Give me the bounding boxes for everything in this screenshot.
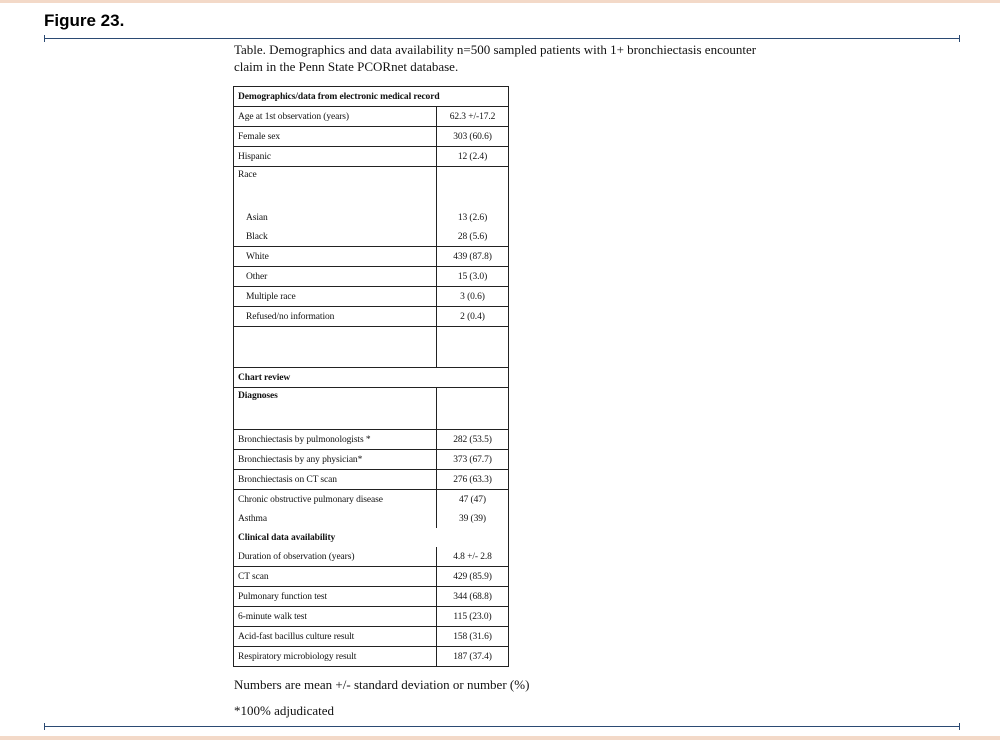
table-row [234,547,509,567]
table-row [234,167,509,209]
row-label: Pulmonary function test [234,587,437,607]
row-value: 13 (2.6) [437,208,509,227]
table-row [234,450,509,470]
row-value [437,388,509,430]
row-label: 6-minute walk test [234,607,437,627]
row-value: 276 (63.3) [437,470,509,490]
row-label: Acid-fast bacillus culture result [234,627,437,647]
row-label: Bronchiectasis by pulmonologists * [234,430,437,450]
footnote-stats: Numbers are mean +/- standard deviation or number (%) [234,677,530,692]
table-row [234,607,509,627]
row-value: 2 (0.4) [437,307,509,327]
row-value: 4.8 +/- 2.8 [437,547,509,567]
caption-line-2: claim in the Penn State PCORnet database. [234,59,459,74]
row-value: 62.3 +/-17.2 [437,107,509,127]
row-value: 373 (67.7) [437,450,509,470]
row-label: Refused/no information [234,307,437,327]
section-header-diagnoses: Diagnoses [234,388,437,430]
row-label: Hispanic [234,147,437,167]
section-header-chart-review: Chart review [234,368,509,388]
section-header-demographics: Demographics/data from electronic medical record [234,87,509,107]
demographics-table [233,86,509,667]
row-value: 28 (5.6) [437,227,509,247]
table-row [234,287,509,307]
row-label: Bronchiectasis on CT scan [234,470,437,490]
table-row [234,107,509,127]
table-row [234,430,509,450]
row-label: Duration of observation (years) [234,547,437,567]
footnote-adjudicated: *100% adjudicated [234,703,334,718]
figure-label: Figure 23. [44,11,125,30]
row-label: White [234,247,437,267]
table-row [234,368,509,388]
row-value: 187 (37.4) [437,647,509,667]
row-label [234,327,437,368]
table-row [234,247,509,267]
row-value: 303 (60.6) [437,127,509,147]
table-row [234,528,509,547]
table-row [234,490,509,510]
row-value: 47 (47) [437,490,509,510]
table-row [234,647,509,667]
row-value: 3 (0.6) [437,287,509,307]
row-value: 282 (53.5) [437,430,509,450]
row-value: 39 (39) [437,509,509,528]
table-row [234,470,509,490]
table-caption [234,41,834,75]
row-value: 429 (85.9) [437,567,509,587]
row-label: Asian [234,208,437,227]
row-label: Age at 1st observation (years) [234,107,437,127]
row-label: Black [234,227,437,247]
table-row [234,327,509,368]
section-header-clinical: Clinical data availability [234,528,509,547]
row-value: 115 (23.0) [437,607,509,627]
row-value: 344 (68.8) [437,587,509,607]
table-row [234,627,509,647]
row-label: Bronchiectasis by any physician* [234,450,437,470]
top-rule [44,38,960,39]
row-label: CT scan [234,567,437,587]
table-row [234,147,509,167]
table-row [234,587,509,607]
table-row [234,567,509,587]
table-row [234,208,509,227]
row-value: 439 (87.8) [437,247,509,267]
row-label: Chronic obstructive pulmonary disease [234,490,437,510]
row-label: Asthma [234,509,437,528]
bottom-border [0,736,1000,740]
table-row [234,227,509,247]
row-label: Multiple race [234,287,437,307]
table-row [234,127,509,147]
table-row [234,509,509,528]
table-row [234,388,509,430]
table-row [234,307,509,327]
row-value [437,327,509,368]
row-label: Other [234,267,437,287]
row-value: 158 (31.6) [437,627,509,647]
top-border [0,0,1000,3]
row-value: 15 (3.0) [437,267,509,287]
row-label: Respiratory microbiology result [234,647,437,667]
caption-line-1: Table. Demographics and data availability n=500 sampled patients with 1+ bronchiectasis encounter [234,42,757,57]
demographics-table-wrap [233,86,509,667]
table-row [234,87,509,107]
row-label: Race [234,167,437,209]
row-value: 12 (2.4) [437,147,509,167]
bottom-rule [44,726,960,727]
row-value [437,167,509,209]
table-row [234,267,509,287]
row-label: Female sex [234,127,437,147]
